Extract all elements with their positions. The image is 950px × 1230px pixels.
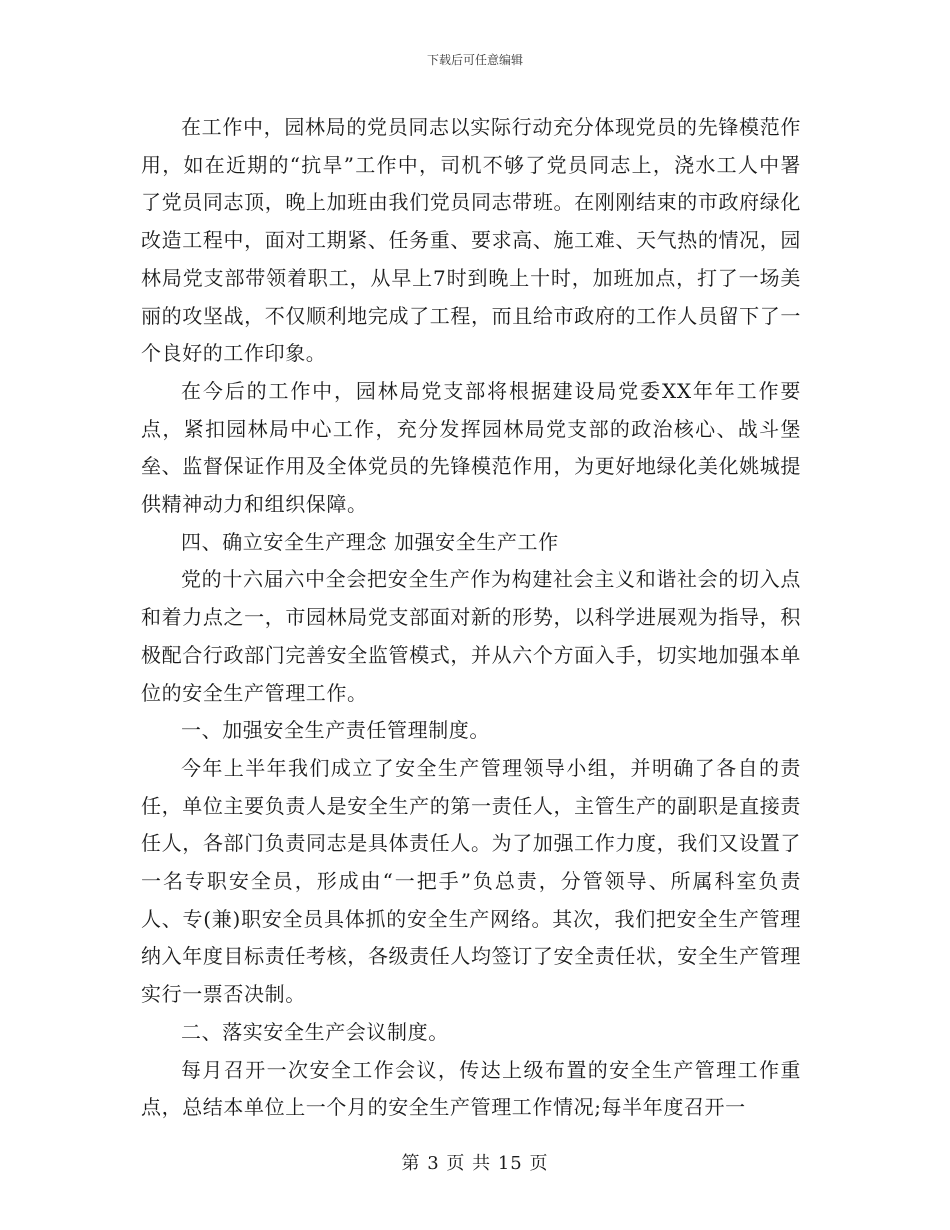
paragraph: 党的十六届六中全会把安全生产作为构建社会主义和谐社会的切入点和着力点之一，市园林局党支部面对新的形势，以科学进展观为指导，积极配合行政部门完善安全监管模式，并从六个方面入手，切实地加强本单位的安全生产管理工作。 (141, 567, 801, 705)
document-body (141, 109, 801, 1127)
paragraph: 每月召开一次安全工作会议，传达上级布置的安全生产管理工作重点，总结本单位上一个月的安全生产管理工作情况;每半年度召开一 (141, 1057, 801, 1120)
paragraph: 在今后的工作中，园林局党支部将根据建设局党委XX年年工作要点，紧扣园林局中心工作，充分发挥园林局党支部的政治核心、战斗堡垒、监督保证作用及全体党员的先锋模范作用，为更好地绿化美化姚城提供精神动力和组织保障。 (141, 378, 801, 517)
page-header-note: 下载后可任意编辑 (426, 53, 523, 67)
subsection-heading: 一、加强安全生产责任管理制度。 (181, 718, 490, 743)
paragraph: 今年上半年我们成立了安全生产管理领导小组，并明确了各自的责任，单位主要负责人是安全生产的第一责任人，主管生产的副职是直接责任人，各部门负责同志是具体责任人。为了加强工作力度，我们又设置了一名专职安全员，形成由“一把手”负总责，分管领导、所属科室负责人、专(兼)职安全员具体抓的安全生产网络。其次，我们把安全生产管理纳入年度目标责任考核，各级责任人均签订了安全责任状，安全生产管理实行一票否决制。 (141, 755, 801, 1007)
page-number-footer: 第 3 页 共 15 页 (401, 1153, 549, 1174)
section-heading: 四、确立安全生产理念 加强安全生产工作 (181, 529, 559, 554)
paragraph: 在工作中，园林局的党员同志以实际行动充分体现党员的先锋模范作用，如在近期的“抗旱”工作中，司机不够了党员同志上，浇水工人中署了党员同志顶，晚上加班由我们党员同志带班。在刚刚结束的市政府绿化改造工程中，面对工期紧、任务重、要求高、施工难、天气热的情况，园林局党支部带领着职工，从早上7时到晚上十时，加班加点，打了一场美丽的攻坚战，不仅顺利地完成了工程，而且给市政府的工作人员留下了一个良好的工作印象。 (141, 115, 801, 366)
subsection-heading: 二、落实安全生产会议制度。 (181, 1019, 449, 1044)
